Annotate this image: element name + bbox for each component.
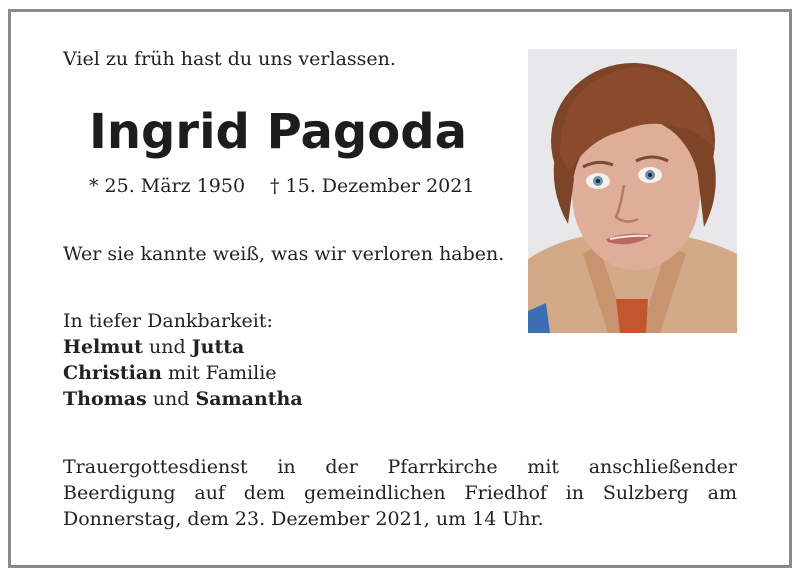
family-second-name: Samantha: [195, 388, 303, 410]
service-info: Trauergottesdienst in der Pfarrkirche mit anschließender Beerdigung auf dem gemeindlichen Friedhof in Sulzberg am Donnerstag, dem 23. Dezember 2021, um 14 Uhr.: [63, 456, 737, 530]
family-connector: und: [152, 388, 190, 410]
family-line: [63, 386, 303, 412]
portrait-photo: [528, 49, 737, 333]
family-first-name: Christian: [63, 362, 162, 384]
deceased-name: Ingrid Pagoda: [89, 104, 467, 160]
family-connector: und: [149, 336, 186, 358]
family-line: [63, 334, 244, 360]
intro-line: Viel zu früh hast du uns verlassen.: [63, 48, 396, 70]
family-line: [63, 360, 277, 386]
family-second-name: Jutta: [191, 336, 245, 358]
memorial-quote: Wer sie kannte weiß, was wir verloren haben.: [63, 243, 505, 265]
death-date: † 15. Dezember 2021: [270, 175, 475, 197]
birth-date: * 25. März 1950: [89, 175, 246, 197]
thanks-line: In tiefer Dankbarkeit:: [63, 310, 273, 332]
family-connector: mit Familie: [168, 362, 277, 384]
family-first-name: Helmut: [63, 336, 143, 358]
family-first-name: Thomas: [63, 388, 147, 410]
